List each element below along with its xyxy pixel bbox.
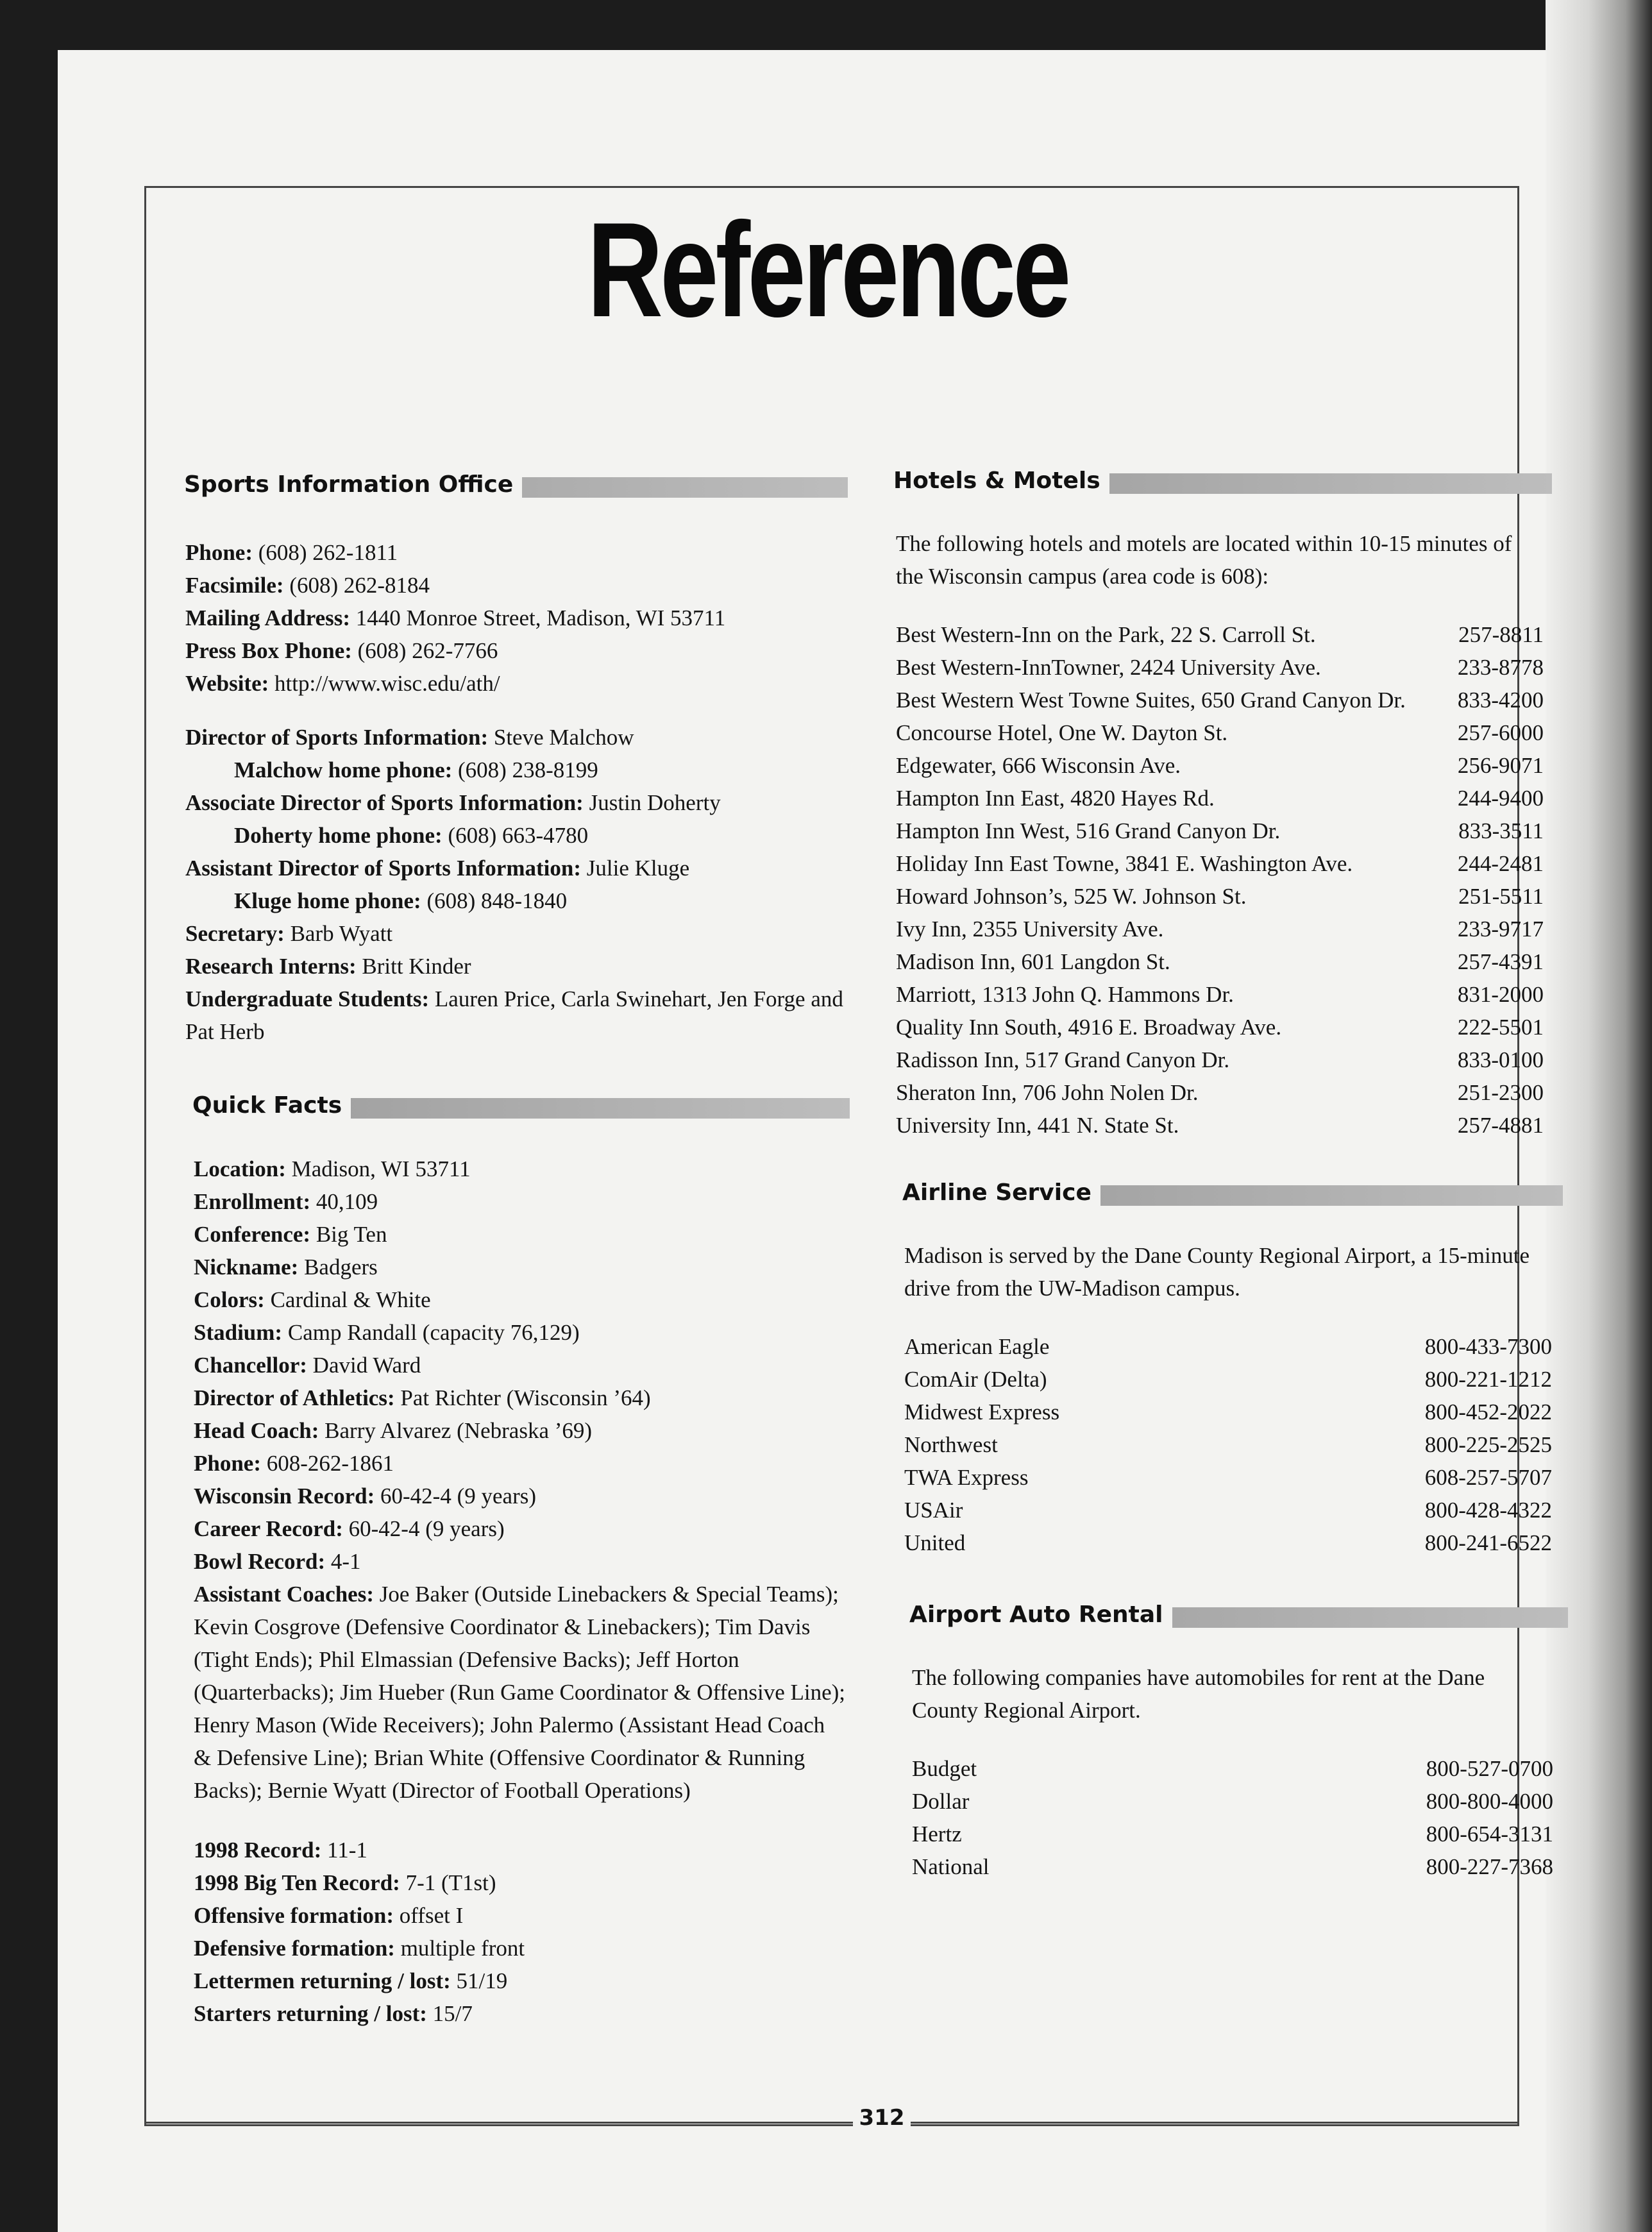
hotel-row	[896, 913, 1544, 945]
hotel-row-phone: 833-0100	[1457, 1047, 1544, 1072]
hotel-row-phone: 257-4391	[1457, 949, 1544, 974]
hotel-row	[896, 1044, 1544, 1076]
hotel-row-name: Radisson Inn, 517 Grand Canyon Dr.	[896, 1047, 1230, 1072]
season-item: Offensive formation: offset I	[194, 1903, 464, 1928]
hotels-intro: The following hotels and motels are located within 10-15 minutes of the Wisconsin campus (area code is 608):	[896, 531, 1512, 589]
rental-row-phone: 800-654-3131	[1426, 1822, 1553, 1847]
sports-info-heading: Sports Information Office	[184, 469, 848, 500]
airline-row-phone: 800-221-1212	[1424, 1367, 1552, 1392]
fact-item: Colors: Cardinal & White	[194, 1287, 431, 1312]
rental-row-phone: 800-227-7368	[1426, 1854, 1553, 1879]
hotel-row	[896, 749, 1544, 782]
rental-row	[912, 1752, 1553, 1785]
airline-row-phone: 608-257-5707	[1424, 1465, 1552, 1490]
hotel-row-name: Quality Inn South, 4916 E. Broadway Ave.	[896, 1015, 1282, 1040]
hotel-row	[896, 716, 1544, 749]
hotel-row	[896, 684, 1544, 716]
hotel-row	[896, 945, 1544, 978]
hotel-row-name: Holiday Inn East Towne, 3841 E. Washington Ave.	[896, 851, 1353, 876]
hotel-row-phone: 244-9400	[1457, 786, 1544, 811]
hotel-row-phone: 257-8811	[1458, 622, 1544, 647]
hotel-row	[896, 782, 1544, 815]
hotels-block	[896, 527, 1544, 1142]
fact-item: Stadium: Camp Randall (capacity 76,129)	[194, 1320, 580, 1345]
rental-row-name: Hertz	[912, 1822, 962, 1847]
footer-rule	[144, 2122, 1519, 2124]
auto-rental-block	[912, 1661, 1553, 1883]
hotel-row	[896, 1076, 1544, 1109]
airline-row	[904, 1526, 1552, 1559]
hotel-row-name: Sheraton Inn, 706 John Nolen Dr.	[896, 1080, 1199, 1105]
rental-row-name: National	[912, 1854, 990, 1879]
airline-heading: Airline Service	[902, 1178, 1563, 1208]
airline-row-phone: 800-428-4322	[1424, 1498, 1552, 1523]
fact-item: Director of Athletics: Pat Richter (Wisconsin ’64)	[194, 1385, 651, 1410]
fact-item: Wisconsin Record: 60-42-4 (9 years)	[194, 1484, 536, 1509]
fact-item: Conference: Big Ten	[194, 1222, 387, 1247]
hotel-row	[896, 651, 1544, 684]
hotel-row	[896, 1011, 1544, 1044]
hotel-row-name: Edgewater, 666 Wisconsin Ave.	[896, 753, 1181, 778]
auto-rental-intro: The following companies have automobiles for rent at the Dane County Regional Airport.	[912, 1665, 1485, 1723]
hotel-row	[896, 618, 1544, 651]
fact-item: Phone: 608-262-1861	[194, 1451, 394, 1476]
airline-block	[904, 1239, 1552, 1559]
season-item: 1998 Record: 11-1	[194, 1838, 367, 1863]
hotel-row-phone: 256-9071	[1457, 753, 1544, 778]
page-title: Reference	[587, 194, 1068, 345]
fact-item: Nickname: Badgers	[194, 1255, 378, 1280]
airline-row-phone: 800-452-2022	[1424, 1399, 1552, 1425]
fact-item: Career Record: 60-42-4 (9 years)	[194, 1516, 505, 1541]
airline-row-name: Midwest Express	[904, 1399, 1060, 1425]
season-item: Lettermen returning / lost: 51/19	[194, 1968, 508, 1993]
airline-row	[904, 1494, 1552, 1526]
hotel-row	[896, 1109, 1544, 1142]
hotel-row-phone: 222-5501	[1457, 1015, 1544, 1040]
rental-row-name: Budget	[912, 1756, 977, 1781]
airline-row-name: ComAir (Delta)	[904, 1367, 1047, 1392]
hotel-row-name: Hampton Inn West, 516 Grand Canyon Dr.	[896, 818, 1281, 843]
airline-row	[904, 1428, 1552, 1461]
hotel-row-phone: 833-3511	[1458, 818, 1544, 843]
page-number: 312	[853, 2105, 911, 2131]
hotel-row-name: Marriott, 1313 John Q. Hammons Dr.	[896, 982, 1234, 1007]
hotel-row-phone: 831-2000	[1457, 982, 1544, 1007]
page-edge	[1546, 0, 1652, 2232]
auto-rental-heading: Airport Auto Rental	[909, 1600, 1568, 1630]
airline-row	[904, 1330, 1552, 1363]
rental-row	[912, 1785, 1553, 1818]
airline-row-name: Northwest	[904, 1432, 998, 1457]
hotel-row-name: Ivy Inn, 2355 University Ave.	[896, 917, 1164, 942]
hotel-row-name: Best Western-Inn on the Park, 22 S. Carroll St.	[896, 622, 1316, 647]
hotel-row-name: Concourse Hotel, One W. Dayton St.	[896, 720, 1228, 745]
hotel-row-phone: 833-4200	[1457, 688, 1544, 713]
rental-row-phone: 800-527-0700	[1426, 1756, 1553, 1781]
sports-info-block: Phone: (608) 262-1811 Facsimile: (608) 262-8184 Mailing Address: 1440 Monroe Street, Madison, WI 53711 Press Box Phone: (608) 262-7766 Website: http://www.wisc.edu/ath/ Director of Sports Information: Steve Malchow Malchow home phone: (608) 238-8199 Associate Director of Sports Information: Justin Doherty Doherty home phone: (608) 663-4780 Assistant Director of Sports Information: Julie Kluge Kluge home phone: (608) 848-1840 Secretary: Barb Wyatt Research Interns: Britt Kinder Undergraduate Students: Lauren Price, Carla Swinehart, Jen Forge and Pat Herb	[185, 540, 843, 1044]
airline-row-phone: 800-241-6522	[1424, 1530, 1552, 1555]
hotel-row-phone: 251-5511	[1458, 884, 1544, 909]
hotel-row-name: Madison Inn, 601 Langdon St.	[896, 949, 1170, 974]
airline-row-phone: 800-433-7300	[1424, 1334, 1552, 1359]
fact-item: Chancellor: David Ward	[194, 1353, 421, 1378]
airline-row-name: TWA Express	[904, 1465, 1029, 1490]
rental-row	[912, 1818, 1553, 1850]
rental-row	[912, 1850, 1553, 1883]
hotel-row-phone: 257-4881	[1457, 1113, 1544, 1138]
fact-item: Enrollment: 40,109	[194, 1189, 378, 1214]
hotels-heading: Hotels & Motels	[893, 466, 1552, 496]
airline-row	[904, 1396, 1552, 1428]
airline-row-phone: 800-225-2525	[1424, 1432, 1552, 1457]
season-item: Starters returning / lost: 15/7	[194, 2001, 473, 2026]
airline-row	[904, 1363, 1552, 1396]
hotel-row	[896, 978, 1544, 1011]
airline-intro: Madison is served by the Dane County Regional Airport, a 15-minute drive from the UW-Madison campus.	[904, 1243, 1530, 1301]
hotel-row-name: University Inn, 441 N. State St.	[896, 1113, 1179, 1138]
hotel-row-phone: 251-2300	[1457, 1080, 1544, 1105]
airline-row-name: USAir	[904, 1498, 963, 1523]
quick-facts-block: Location: Madison, WI 53711 Enrollment: 40,109 Conference: Big Ten Nickname: Badgers Colors: Cardinal & White Stadium: Camp Randall (capacity 76,129) Chancellor: David Ward Director of Athletics: Pat Richter (Wisconsin ’64) Head Coach: Barry Alvarez (Nebraska ’69) Phone: 608-262-1861 Wisconsin Record: 60-42-4 (9 years) Career Record: 60-42-4 (9 years) Bowl Record: 4-1 Assistant Coaches: Joe Baker (Outside Linebackers & Special Teams); Kevin Cosgrove (Defensive Coordinator & Linebackers); Tim Davis (Tight Ends); Phil Elmassian (Defensive Backs); Jeff Horton (Quarterbacks); Jim Hueber (Run Game Coordinator & Offensive Line); Henry Mason (Wide Receivers); John Palermo (Assistant Head Coach & Defensive Line); Brian White (Offensive Coordinator & Running Backs); Bernie Wyatt (Director of Football Operations) 1998 Record: 11-1 1998 Big Ten Record: 7-1 (T1st) Offensive formation: offset I Defensive formation: multiple front Lettermen returning / lost: 51/19 Starters returning / lost: 15/7	[194, 1153, 854, 2030]
rental-row-phone: 800-800-4000	[1426, 1789, 1553, 1814]
hotel-row-name: Best Western-InnTowner, 2424 University Ave.	[896, 655, 1321, 680]
hotel-row	[896, 880, 1544, 913]
hotel-row-name: Hampton Inn East, 4820 Hayes Rd.	[896, 786, 1215, 811]
hotel-row-name: Howard Johnson’s, 525 W. Johnson St.	[896, 884, 1247, 909]
hotel-row-phone: 233-9717	[1457, 917, 1544, 942]
season-item: 1998 Big Ten Record: 7-1 (T1st)	[194, 1870, 496, 1895]
airline-row	[904, 1461, 1552, 1494]
season-item: Defensive formation: multiple front	[194, 1936, 525, 1961]
hotel-row	[896, 847, 1544, 880]
fact-item: Head Coach: Barry Alvarez (Nebraska ’69)	[194, 1418, 593, 1443]
hotel-row-phone: 257-6000	[1457, 720, 1544, 745]
hotel-row	[896, 815, 1544, 847]
quick-facts-heading: Quick Facts	[192, 1090, 850, 1121]
airline-row-name: United	[904, 1530, 966, 1555]
airline-row-name: American Eagle	[904, 1334, 1050, 1359]
hotel-row-phone: 244-2481	[1457, 851, 1544, 876]
fact-item: Location: Madison, WI 53711	[194, 1156, 471, 1181]
fact-item: Bowl Record: 4-1	[194, 1549, 361, 1574]
rental-row-name: Dollar	[912, 1789, 970, 1814]
hotel-row-phone: 233-8778	[1457, 655, 1544, 680]
hotel-row-name: Best Western West Towne Suites, 650 Grand Canyon Dr.	[896, 688, 1406, 713]
